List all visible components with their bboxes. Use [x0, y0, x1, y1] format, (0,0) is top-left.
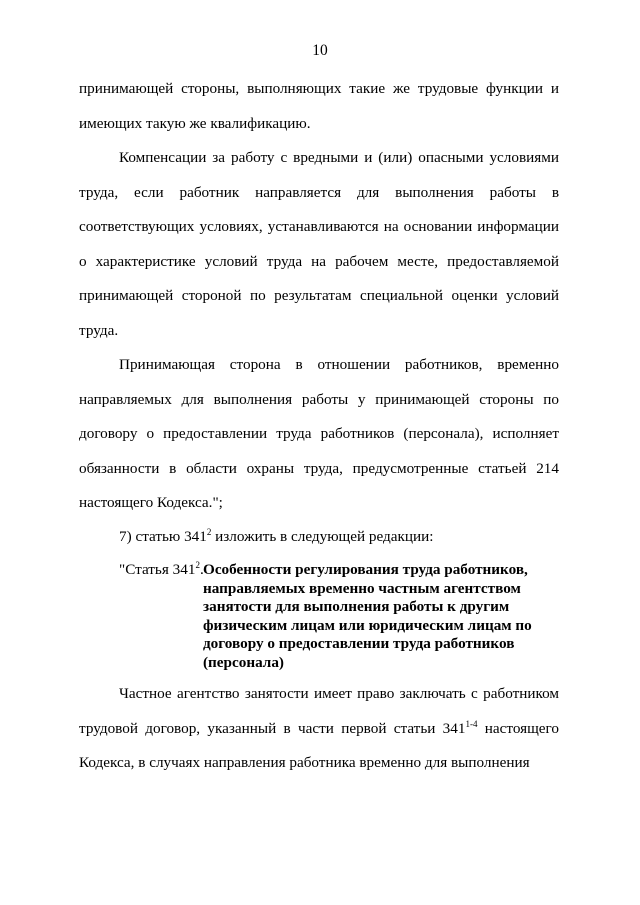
article-heading: [119, 560, 559, 671]
item-7-sup: 2: [206, 527, 212, 537]
paragraph-receiving-party: Принимающая сторона в отношении работников, временно направляемых для выполнения работы у принимающей стороны по договору о предоставлении труда работников (персонала), исполняет обязанности в области охраны труда, предусмотренные статьей 214 настоящего Кодекса.";: [79, 356, 559, 512]
article-lead: [119, 561, 204, 580]
paragraph-compensation: Компенсации за работу с вредными и (или) опасными условиями труда, если работник направляется для выполнения работы в соответствующих условиях, устанавливаются на основании информации о характеристике условий труда на рабочем месте, предоставляемой принимающей стороной по результатам специальной оценки условий труда.: [79, 149, 559, 339]
paragraph-private-agency-sup: 1-4: [465, 718, 478, 729]
item-7-prefix: 7) статью 341: [119, 528, 207, 545]
paragraph-private-agency: [79, 677, 559, 781]
paragraph-private-agency-part2: настоящего Кодекса, в случаях направления работника временно для выполнения: [79, 719, 559, 772]
article-lead-dot: .: [199, 561, 204, 578]
article-lead-text: "Статья 341: [119, 561, 196, 578]
paragraph-private-agency-part1: Частное агентство занятости имеет право заключать с работником трудовой договор, указанный в части первой статьи 341: [79, 685, 559, 737]
article-lead-sup: 2: [195, 560, 200, 570]
page-number: 10: [312, 42, 328, 59]
article-title: Особенности регулирования труда работников, направляемых временно частным агентством занятости для выполнения работы к другим физическим лицам или юридическим лицам по договору о предоставлении труда работников (персонала): [203, 561, 532, 671]
paragraph-continuation: принимающей стороны, выполняющих такие же трудовые функции и имеющих такую же квалификацию.: [79, 80, 559, 132]
item-7: [79, 520, 559, 555]
item-7-suffix: изложить в следующей редакции:: [211, 528, 434, 545]
